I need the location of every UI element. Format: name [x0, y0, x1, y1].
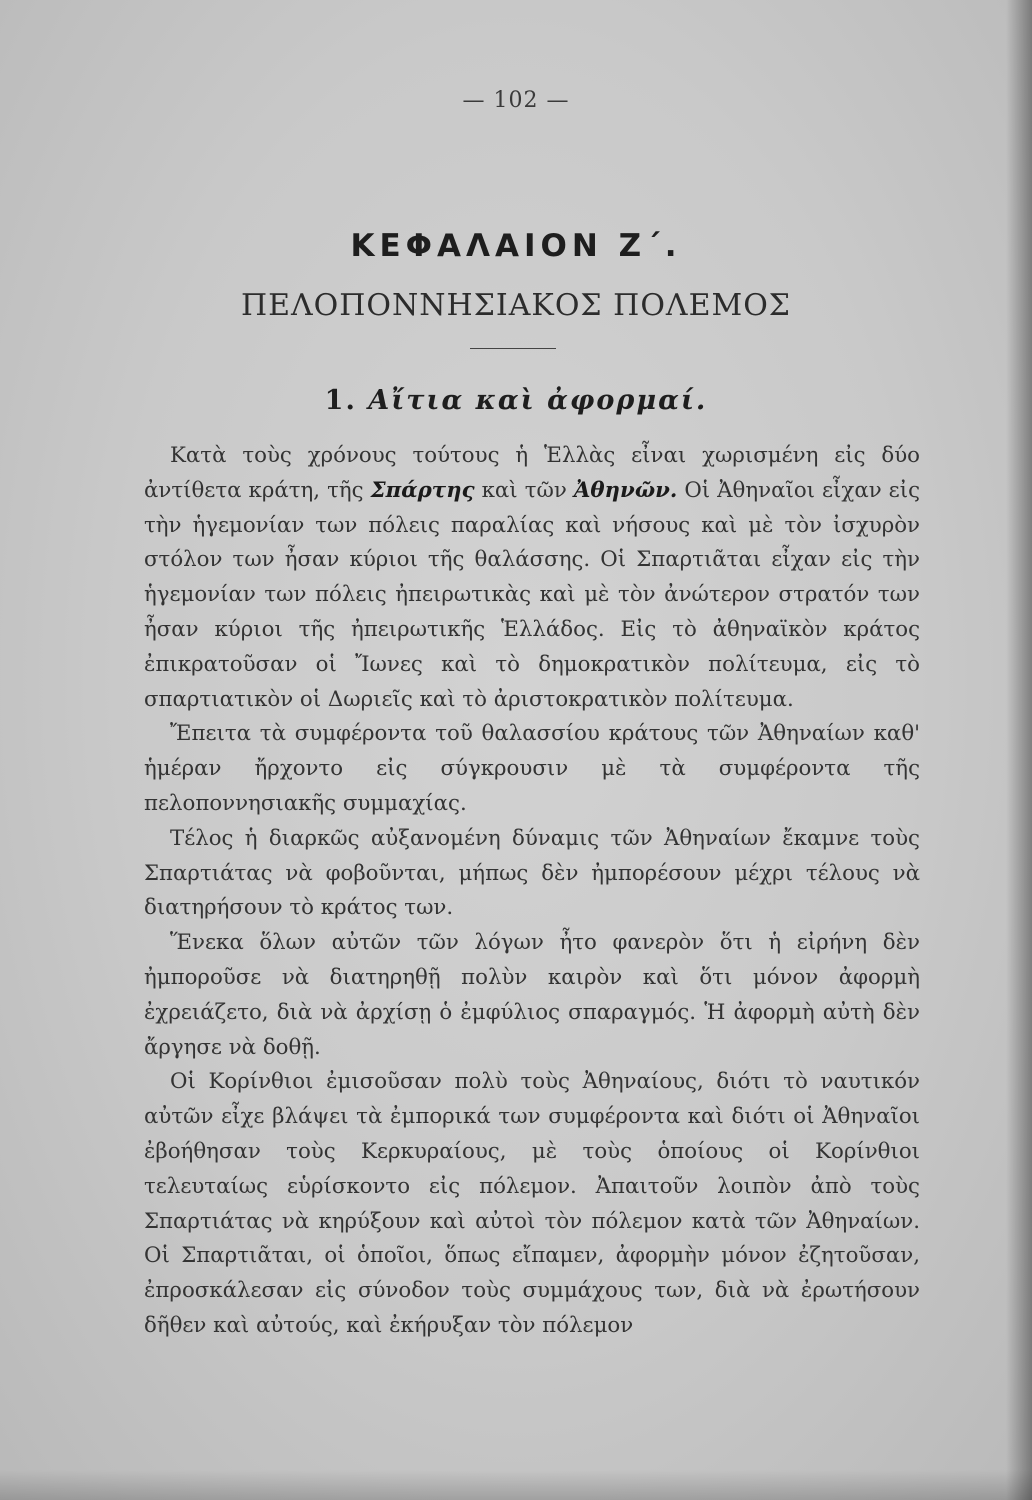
paragraph-3: Τέλος ἡ διαρκῶς αὐξανομένη δύναμις τῶν Ἀθηναίων ἔκαμνε τοὺς Σπαρτιάτας νὰ φοβοῦνται, μήπως δὲν ἠμπορέσουν μέχρι τέλους νὰ διατηρήσουν τὸ κράτος των. — [144, 825, 920, 921]
section-title: Αἴτια καὶ ἀφορμαί. — [368, 385, 708, 416]
paragraph-1-text-a: Κατὰ τοὺς χρόνους τούτους ἡ Ἑλλὰς εἶναι χωρισμένη εἰς δύο ἀντίθετα κράτη, τῆς — [144, 443, 920, 503]
paragraph-1-text-b: καὶ τῶν — [474, 477, 574, 503]
emphasis-sparta: Σπάρτης — [370, 477, 475, 503]
section-number: 1. — [324, 385, 357, 416]
paragraph-2: Ἔπειτα τὰ συμφέροντα τοῦ θαλασσίου κράτους τῶν Ἀθηναίων καθ' ἡμέραν ἤρχοντο εἰς σύγκρουσιν μὲ τὰ συμφέροντα τῆς πελοποννησιακῆς συμμαχίας. — [144, 721, 920, 816]
chapter-title: ΠΕΛΟΠΟΝΝΗΣΙΑΚΟΣ ΠΟΛΕΜΟΣ — [240, 288, 792, 323]
paragraph-1 — [144, 439, 920, 717]
chapter-label: ΚΕΦΑΛΑΙΟΝ Ζ΄. — [350, 228, 682, 264]
page-number: — 102 — — [462, 88, 570, 113]
body-text — [144, 439, 920, 1344]
page-edge-shadow — [1006, 0, 1032, 1500]
paragraph-1-text-c: Οἱ Ἀθηναῖοι εἶχαν εἰς τὴν ἡγεμονίαν των πόλεις παραλίας καὶ νήσους καὶ μὲ τὸν ἰσχυρὸν στόλον των ἦσαν κύριοι τῆς θαλάσσης. Οἱ Σπαρτιᾶται εἶχαν εἰς τὴν ἡγεμονίαν των πόλεις ἠπειρωτικὰς καὶ μὲ τὸν ἀνώτερον στρατόν των ἦσαν κύριοι τῆς ἠπειρωτικῆς Ἑλλάδος. Εἰς τὸ ἀθηναϊκὸν κράτος ἐπικρατοῦσαν οἱ Ἴωνες καὶ τὸ δημοκρατικὸν πολίτευμα, εἰς τὸ σπαρτιατικὸν οἱ Δωριεῖς καὶ τὸ ἀριστοκρατικὸν πολίτευμα. — [144, 477, 920, 712]
paragraph-5: Οἱ Κορίνθιοι ἐμισοῦσαν πολὺ τοὺς Ἀθηναίους, διότι τὸ ναυτικόν αὐτῶν εἶχε βλάψει τὰ ἐμπορικά των συμφέροντα καὶ διότι οἱ Ἀθηναῖοι ἐβοήθησαν τοὺς Κερκυραίους, μὲ τοὺς ὁποίους οἱ Κορίνθιοι τελευταίως εὑρίσκοντο εἰς πόλεμον. Ἀπαιτοῦν λοιπὸν ἀπὸ τοὺς Σπαρτιάτας νὰ κηρύξουν καὶ αὐτοὶ τὸν πόλεμον κατὰ τῶν Ἀθηναίων. Οἱ Σπαρτιᾶται, οἱ ὁποῖοι, ὅπως εἴπαμεν, ἀφορμὴν μόνον ἐζητοῦσαν, ἐπροσκάλεσαν εἰς σύνοδον τοὺς συμμάχους των, διὰ νὰ ἐρωτήσουν δῆθεν καὶ αὐτούς, καὶ ἐκήρυξαν τὸν πόλεμον — [144, 1069, 920, 1338]
section-heading — [0, 385, 1032, 416]
paragraph-4: Ἕνεκα ὅλων αὐτῶν τῶν λόγων ἦτο φανερὸν ὅτι ἡ εἰρήνη δὲν ἠμποροῦσε νὰ διατηρηθῇ πολὺν καιρὸν καὶ ὅτι μόνον ἀφορμὴ ἐχρειάζετο, διὰ νὰ ἀρχίσῃ ὁ ἐμφύλιος σπαραγμός. Ἡ ἀφορμὴ αὐτὴ δὲν ἄργησε νὰ δοθῇ. — [144, 930, 920, 1060]
emphasis-athens: Ἀθηνῶν. — [573, 477, 678, 503]
page-bottom-shadow — [0, 1470, 1032, 1500]
title-divider — [470, 348, 556, 349]
